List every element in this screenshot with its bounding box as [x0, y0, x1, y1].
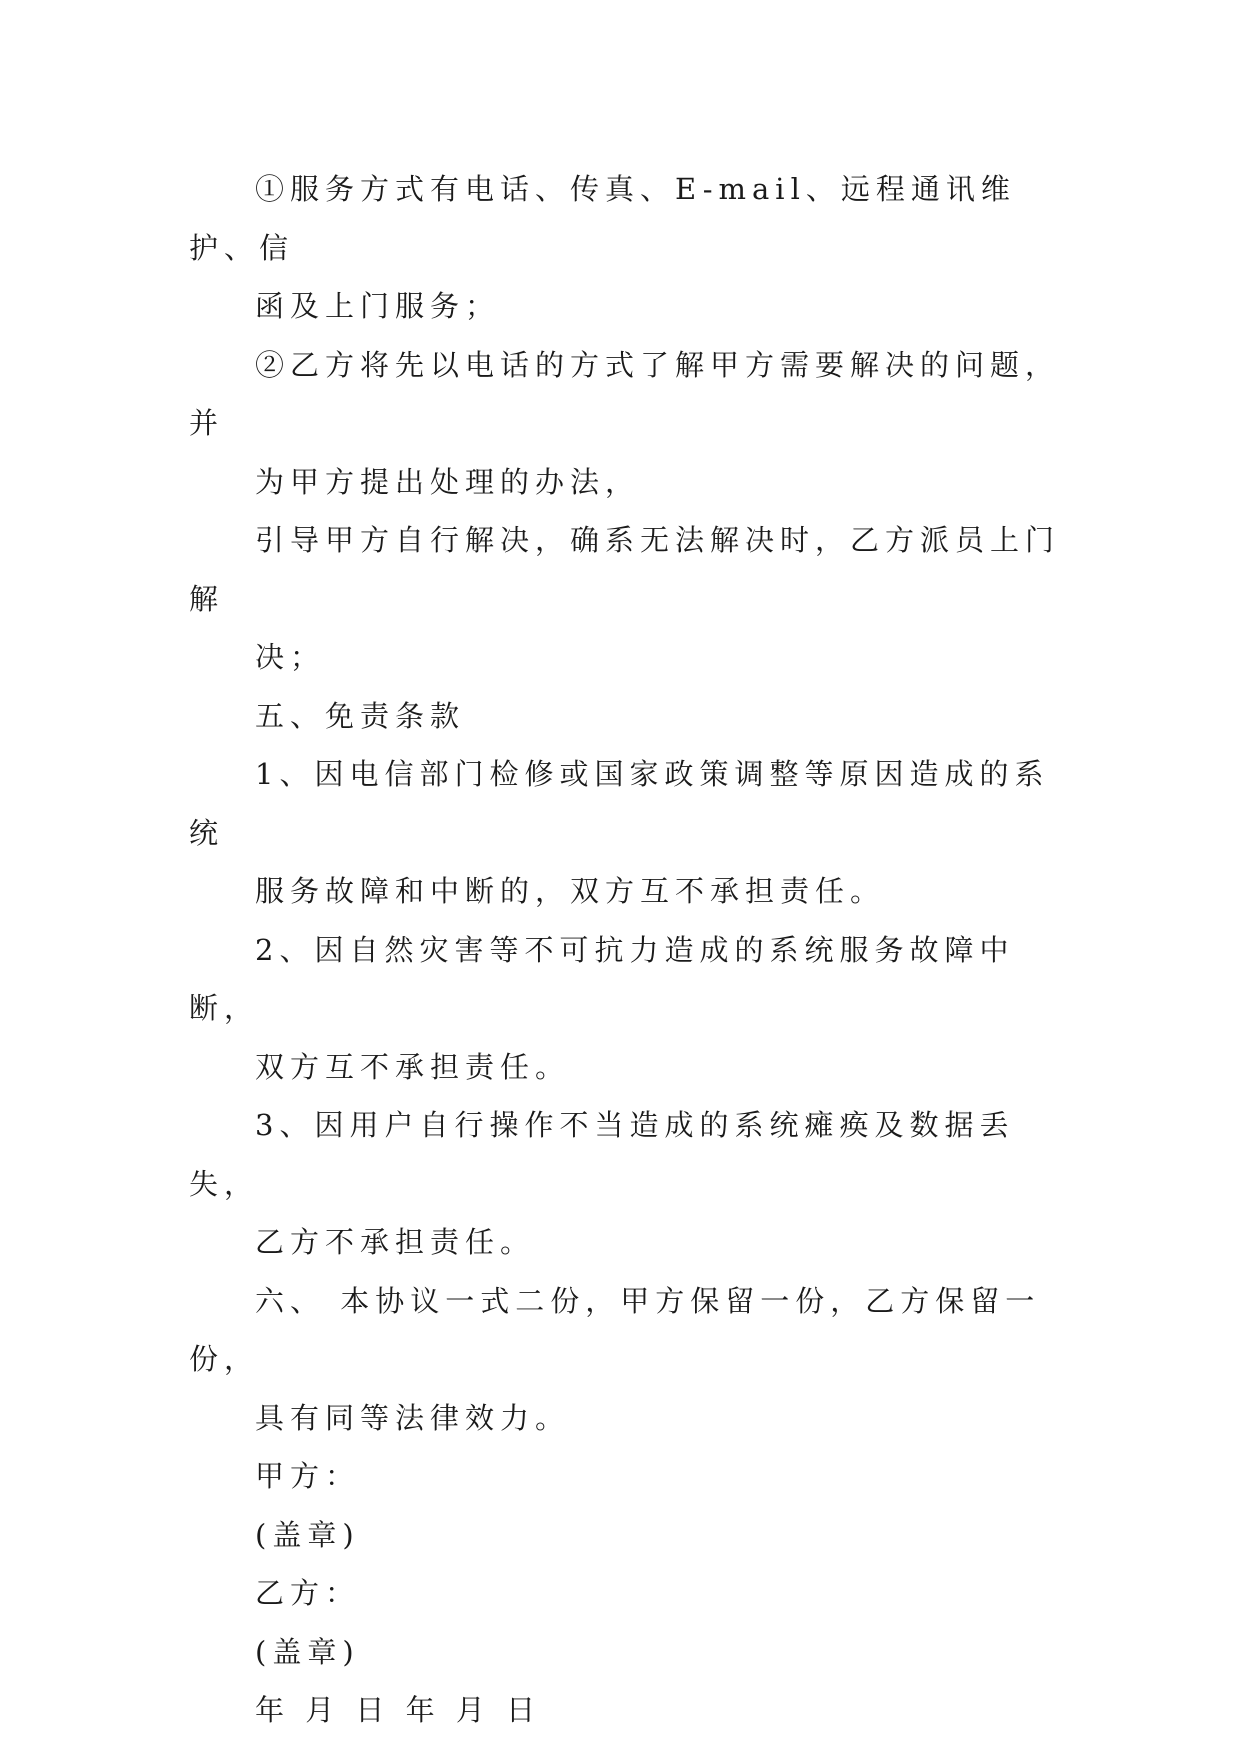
text-line: 2、因自然灾害等不可抗力造成的系统服务故障中断，: [189, 932, 1015, 1025]
text-line: 函及上门服务；: [255, 289, 501, 323]
text-line: ②乙方将先以电话的方式了解甲方需要解决的问题，并: [189, 347, 1061, 440]
text-line: 为甲方提出处理的办法，: [255, 464, 641, 499]
party-a-label: [189, 1447, 1061, 1506]
text-line: 具有同等法律效力。: [255, 1400, 571, 1435]
text-line: 服务故障和中断的，双方互不承担责任。: [255, 874, 886, 908]
text-line: 引导甲方自行解决，确系无法解决时，乙方派员上门解: [189, 523, 1061, 616]
text-line: 五、免责条款: [255, 698, 466, 733]
clause-2-paragraph: [189, 921, 1061, 1097]
document-body: [189, 160, 1061, 1740]
text-line: 3、因用户自行操作不当造成的系统瘫痪及数据丢失，: [189, 1108, 1015, 1201]
text-line: 乙方：: [255, 1576, 361, 1610]
party-a-seal: [189, 1506, 1061, 1565]
text-line: ①服务方式有电话、传真、E-mail、远程通讯维护、信: [189, 172, 1016, 265]
onsite-support-paragraph: [189, 511, 1061, 687]
section-six-paragraph: [189, 1272, 1061, 1448]
text-line: 六、 本协议一式二份，甲方保留一份，乙方保留一份，: [189, 1283, 1041, 1376]
text-line: 1、因电信部门检修或国家政策调整等原因造成的系统: [189, 757, 1050, 850]
clause-3-paragraph: [189, 1096, 1061, 1272]
text-line: (盖章): [255, 1634, 360, 1669]
text-line: 甲方：: [255, 1459, 361, 1493]
text-line: 年 月 日 年 月 日: [255, 1693, 542, 1727]
text-line: 乙方不承担责任。: [255, 1225, 536, 1259]
phone-support-paragraph: [189, 336, 1061, 512]
party-b-label: [189, 1564, 1061, 1623]
signature-date-line: [189, 1681, 1061, 1740]
section-heading-disclaimer: [189, 687, 1061, 746]
party-b-seal: [189, 1623, 1061, 1682]
service-method-paragraph: [189, 160, 1061, 336]
clause-1-paragraph: [189, 745, 1061, 921]
text-line: 决；: [255, 640, 326, 674]
text-line: (盖章): [255, 1517, 360, 1552]
text-line: 双方互不承担责任。: [255, 1049, 571, 1084]
